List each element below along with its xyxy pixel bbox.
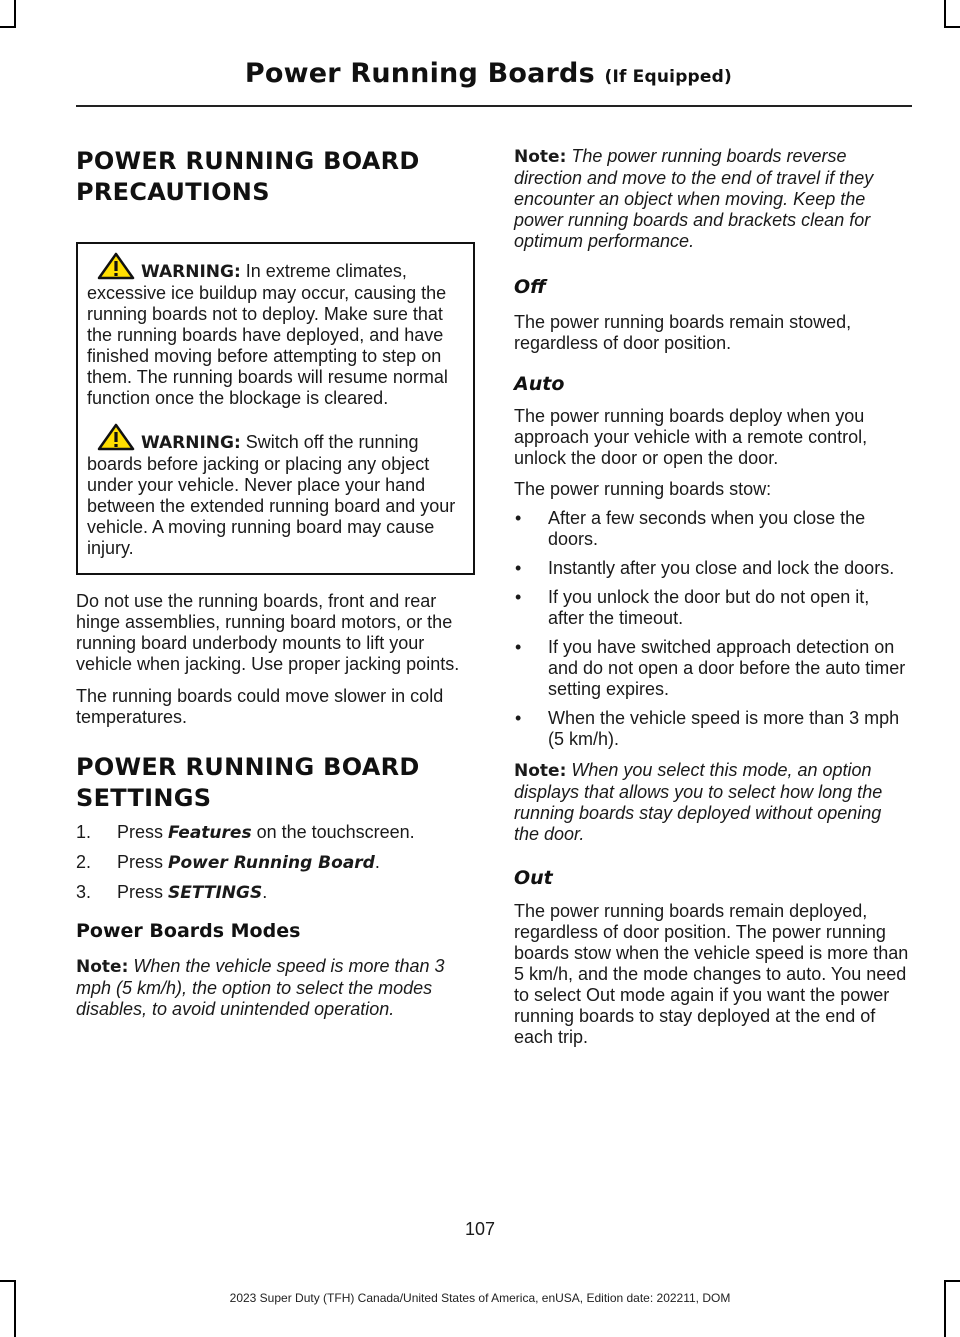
crop-mark [0,1280,16,1282]
list-item: • When the vehicle speed is more than 3 mph (5 km/h). [515,708,900,749]
header-rule [76,105,912,107]
mode-title-out: Out [514,867,553,889]
warning-jacking [87,423,465,559]
footer-edition: 2023 Super Duty (TFH) Canada/United States of America, enUSA, Edition date: 202211, DOM [229,1291,731,1305]
header-title: Power Running Boards [244,58,595,89]
header-subtitle: (If Equipped) [604,67,732,87]
list-item: • If you have switched approach detection on and do not open a door before the auto timer setting expires. [515,637,906,699]
paragraph-jacking: Do not use the running boards, front and rear hinge assemblies, running board motors, or the running board underbody mounts to lift your vehicle when jacking. Use proper jacking points. [76,591,460,674]
warning-text: Switch off the running boards before jacking or placing any object under your vehicle. Never place your hand between the extended running board and your vehicle. A moving running board may cause injury. [87,432,456,558]
mode-title-off: Off [514,276,546,298]
warning-box [76,242,475,575]
stow-conditions-list [514,508,910,750]
stow-intro: The power running boards stow: [514,479,772,499]
section-title-precautions: POWER RUNNING BOARD PRECAUTIONS [76,147,420,206]
crop-mark [944,0,946,28]
warning-ice [87,252,465,409]
list-item: • If you unlock the door but do not open it, after the timeout. [515,587,870,628]
warning-text: In extreme climates, excessive ice buildup may occur, causing the running boards not to deploy. Make sure that the running boards have deployed, and have finished moving before attempting to step on them. The running boards will resume normal function once the blockage is cleared. [87,261,448,408]
crop-mark [944,1280,946,1337]
paragraph-cold: The running boards could move slower in cold temperatures. [76,686,444,727]
step-item: 3. Press SETTINGS. [76,882,268,903]
note-speed: Note: When the vehicle speed is more than 3 mph (5 km/h), the option to select the modes disables, to avoid unintended operation. [76,956,445,1019]
right-column [514,146,910,1048]
step-item: 2. Press Power Running Board. [76,852,380,873]
crop-mark [944,1280,960,1282]
warning-triangle-icon [97,252,135,280]
mode-title-auto: Auto [514,373,565,395]
crop-mark [14,1280,16,1337]
list-item: • Instantly after you close and lock the doors. [515,558,895,578]
list-item: • After a few seconds when you close the doors. [515,508,866,549]
mode-text-auto: The power running boards deploy when you approach your vehicle with a remote control, unlock the door or open the door. [514,406,868,468]
crop-mark [14,0,16,28]
steps-list [76,822,474,904]
warning-triangle-icon [97,423,135,451]
warning-label: WARNING: [141,262,241,282]
left-column [76,146,474,1020]
page-number: 107 [464,1219,496,1239]
crop-mark [944,26,960,28]
crop-mark [0,26,16,28]
note-reverse: Note: The power running boards reverse direction and move to the end of travel if they encounter an object when moving. Keep the power running boards and brackets clean for optimum performance. [514,146,874,251]
mode-text-off: The power running boards remain stowed, regardless of door position. [514,312,852,353]
subsection-title-modes: Power Boards Modes [76,920,301,942]
page-header [245,58,732,89]
step-item: 1. Press Features on the touchscreen. [76,822,415,843]
warning-label: WARNING: [141,433,241,453]
section-title-settings: POWER RUNNING BOARD SETTINGS [76,753,420,812]
note-auto-timer: Note: When you select this mode, an option displays that allows you to select how long the running boards stay deployed without opening the door. [514,760,883,844]
mode-text-out: The power running boards remain deployed, regardless of door position. The power running boards stow when the vehicle speed is more than 5 km/h, and the mode changes to auto. You need to select Out mode again if you want the power running boards to stay deployed at the end of each trip. [514,901,909,1047]
